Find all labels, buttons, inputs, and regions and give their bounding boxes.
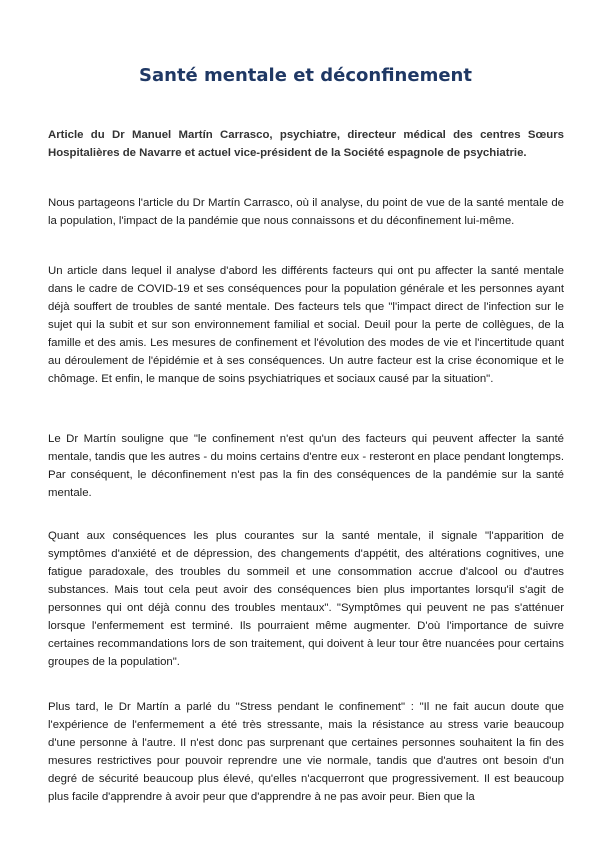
lead-paragraph: Article du Dr Manuel Martín Carrasco, psychiatre, directeur médical des centres Sœurs Hospitalières de Navarre et actuel vice-président de la Société espagnole de psychiatrie. bbox=[48, 129, 564, 159]
paragraph-intro: Nous partageons l'article du Dr Martín Carrasco, où il analyse, du point de vue de la santé mentale de la population, l'impact de la pandémie que nous connaissons et du déconfinement lui-même. bbox=[48, 197, 564, 227]
paragraph-stress: Plus tard, le Dr Martín a parlé du "Stress pendant le confinement" : "Il ne fait aucun doute que l'expérience de l'enfermement a été très stressante, mais la résistance au stress varie beaucoup d'une personne à l'autre. Il n'est donc pas surprenant que certaines personnes souhaitent la fin des mesures restrictives pour pouvoir reprendre une vie normale, tandis que d'autres ont besoin d'un degré de sécurité beaucoup plus élevé, qu'elles n'acquerront que progressivement. Il est beaucoup plus facile d'apprendre à avoir peur que d'apprendre à ne pas avoir peur. Bien que la bbox=[48, 701, 564, 803]
document-title: Santé mentale et déconfinement bbox=[139, 65, 472, 86]
paragraph-factors: Un article dans lequel il analyse d'abord les différents facteurs qui ont pu affecter la santé mentale dans le cadre de COVID-19 et ses conséquences pour la population générale et les personnes ayant déjà souffert de troubles de santé mentale. Des facteurs tels que "l'impact direct de l'infection sur le sujet qui la subit et sur son environnement familial et social. Deuil pour la perte de collègues, de la famille et des amis. Les mesures de confinement et l'évolution des modes de vie et l'incertitude quant au déroulement de l'épidémie et à ses conséquences. Un autre facteur est la crise économique et le chômage. Et enfin, le manque de soins psychiatriques et sociaux causé par la situation". bbox=[48, 265, 564, 385]
paragraph-consequences: Quant aux conséquences les plus courantes sur la santé mentale, il signale "l'apparition de symptômes d'anxiété et de dépression, des changements d'appétit, des altérations cognitives, une fatigue paradoxale, des troubles du sommeil et une consommation accrue d'alcool ou d'autres substances. Mais tout cela peut avoir des conséquences bien plus importantes lorsqu'il s'agit de personnes qui ont déjà connu des troubles mentaux". "Symptômes qui peuvent ne pas s'atténuer lorsque l'enfermement est terminé. Ils pourraient même augmenter. D'où l'importance de suivre certaines recommandations lors de son traitement, qui doivent à leur tour être nuancées pour certains groupes de la population". bbox=[48, 530, 564, 668]
paragraph-confinement: Le Dr Martín souligne que "le confinement n'est qu'un des facteurs qui peuvent affecter la santé mentale, tandis que les autres - du moins certains d'entre eux - resteront en place pendant longtemps. Par conséquent, le déconfinement n'est pas la fin des conséquences de la pandémie sur la santé mentale. bbox=[48, 433, 564, 499]
